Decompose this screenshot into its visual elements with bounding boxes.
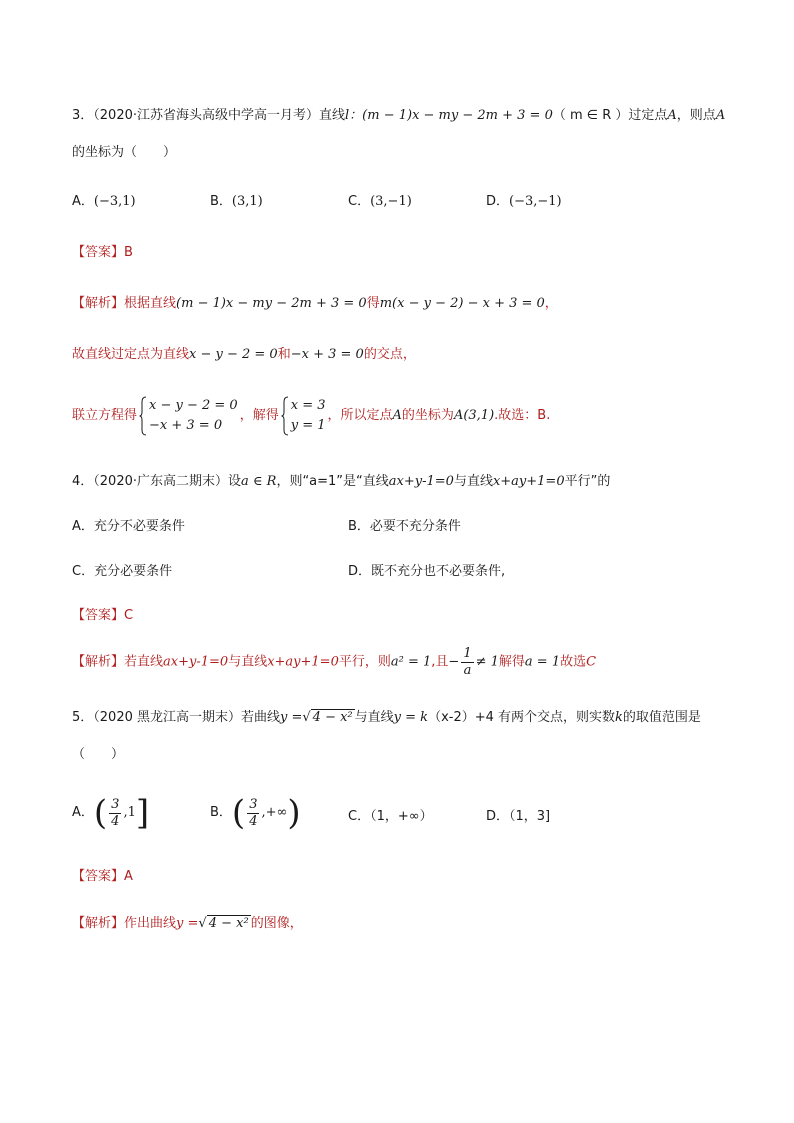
q3-equation: ：(m − 1)x − my − 2m + 3 = 0	[349, 108, 553, 123]
q5-answer: 【答案】A	[72, 869, 133, 884]
q3-line-name: l	[345, 108, 350, 123]
analysis-tag: 【解析】	[72, 296, 125, 311]
q3-tail: ，则点	[676, 108, 716, 123]
q3-option-a: A．(−3,1)	[72, 194, 136, 209]
q3-answer-value: B	[124, 245, 133, 260]
q3-analysis-line2: 故直线过定点为直线x − y − 2 = 0和−x + 3 = 0的交点，	[72, 347, 416, 362]
q3-analysis-line1: 【解析】根据直线(m − 1)x − my − 2m + 3 = 0得m(x − y − 2) − x + 3 = 0，	[72, 296, 558, 311]
q3-option-b: B．(3,1)	[210, 194, 263, 209]
sqrt-expression: √ 4 − x²	[302, 710, 353, 725]
q5-blank: （ ）	[72, 747, 125, 762]
q3-answer	[72, 243, 734, 263]
sqrt-expression-2: √ 4 − x²	[198, 916, 249, 931]
q3-condition: （ m ∈ R ）过定点	[552, 108, 668, 123]
q5-stem: 5．（2020 黑龙江高一期末）若曲线y =√ 4 − x² 与直线y = k（x-2）+4 有两个交点，则实数k的取值范围是	[72, 708, 734, 734]
answer-tag: 【答案】	[72, 245, 125, 260]
q5-option-a: A．( $\frac{3}{4}$ ,1]	[72, 793, 150, 833]
q3-stem	[72, 106, 734, 126]
q5-option-d: D．（1，3]	[486, 809, 551, 824]
q5-option-b: B．( $\frac{3}{4}$ ,+∞)	[210, 793, 301, 833]
q5-option-c: C．（1，+∞）	[348, 809, 433, 824]
q3-analysis-line3: 联立方程得 x − y − 2 = 0 −x + 3 = 0 ，解得 x = 3 y = 1 ，所以定点A的坐标为A(3,1).故选：B.	[72, 396, 734, 444]
q3-stem-line2: 的坐标为（ ）	[72, 145, 177, 160]
q3-point2: A	[715, 108, 726, 123]
q3-option-c: C．(3,−1)	[348, 194, 412, 209]
q4-option-d: D．既不充分也不必要条件,	[348, 564, 506, 579]
q3-point: A	[667, 108, 677, 123]
q3-option-d: D．(−3,−1)	[486, 194, 562, 209]
q4-analysis: 【解析】若直线ax+y-1=0与直线x+ay+1=0平行，则a² = 1,且− $\frac{1}{a}$ ≠ 1解得a = 1故选C	[72, 646, 597, 678]
q4-answer: 【答案】C	[72, 608, 134, 623]
q3-prefix: 3．（2020·江苏省海头高级中学高一月考）直线	[72, 108, 345, 123]
q4-option-c: C．充分必要条件	[72, 564, 173, 579]
q5-analysis: 【解析】作出曲线y =√ 4 − x² 的图像，	[72, 914, 734, 940]
fraction-1-over-a: $\frac{1}{a}$	[463, 646, 472, 678]
q4-option-b: B．必要不充分条件	[348, 519, 461, 534]
q4-option-a: A．充分不必要条件	[72, 519, 185, 534]
q4-stem: 4．（2020·广东高二期末）设a ∈ R，则“a=1”是“直线ax+y-1=0与直线x+ay+1=0平行”的	[72, 474, 611, 489]
equation-system-2: x = 3 y = 1	[281, 396, 326, 436]
equation-system-1: x − y − 2 = 0 −x + 3 = 0	[139, 396, 238, 436]
